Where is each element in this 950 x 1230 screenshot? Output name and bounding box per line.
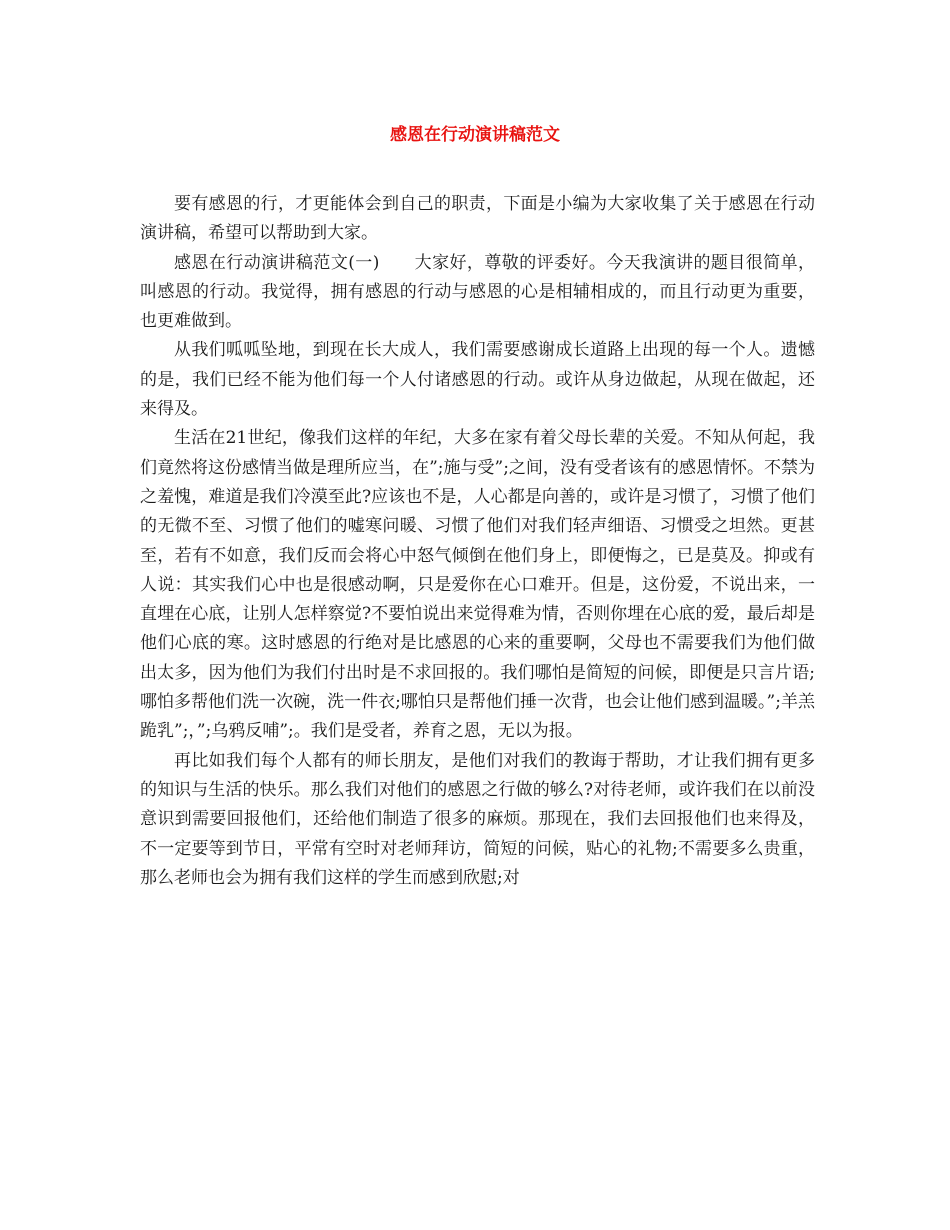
paragraph-teachers-friends: 再比如我们每个人都有的师长朋友，是他们对我们的教诲于帮助，才让我们拥有更多的知识与生活的快乐。那么我们对他们的感恩之行做的够么?对待老师，或许我们在以前没意识到需要回报他们，还给他们制造了很多的麻烦。那现在，我们去回报他们也来得及，不一定要等到节日，平常有空时对老师拜访，简短的问候，贴心的礼物;不需要多么贵重，那么老师也会为拥有我们这样的学生而感到欣慰;对 (140, 750, 815, 888)
paragraph-parents: 生活在21世纪，像我们这样的年纪，大多在家有着父母长辈的关爱。不知从何起，我们竟然将这份感情当做是理所应当，在”;施与受”;之间，没有受者该有的感恩情怀。不禁为之羞愧，难道是我们冷漠至此?应该也不是，人心都是向善的，或许是习惯了，习惯了他们的无微不至、习惯了他们的嘘寒问暖、习惯了他们对我们轻声细语、习惯受之坦然。更甚至，若有不如意，我们反而会将心中怒气倾倒在他们身上，即便悔之，已是莫及。抑或有人说：其实我们心中也是很感动啊，只是爱你在心口难开。但是，这份爱，不说出来，一直埋在心底，让别人怎样察觉?不要怕说出来觉得难为情，否则你埋在心底的爱，最后却是他们心底的寒。这时感恩的行绝对是比感恩的心来的重要啊，父母也不需要我们为他们做出太多，因为他们为我们付出时是不求回报的。我们哪怕是简短的问候，即便是只言片语;哪怕多帮他们洗一次碗，洗一件衣;哪怕只是帮他们捶一次背，也会让他们感到温暖。”;羊羔跪乳”;，”;乌鸦反哺”;。我们是受者，养育之恩，无以为报。 (140, 428, 815, 742)
document-title: 感恩在行动演讲稿范文 (390, 125, 560, 145)
paragraph-opening: 感恩在行动演讲稿范文(一) 大家好，尊敬的评委好。今天我演讲的题目很简单，叫感恩的行动。我觉得，拥有感恩的行动与感恩的心是相辅相成的，而且行动更为重要，也更难做到。 (140, 252, 815, 332)
document-body (140, 190, 815, 893)
paragraph-gratitude-everyone: 从我们呱呱坠地，到现在长大成人，我们需要感谢成长道路上出现的每一个人。遗憾的是，我们已经不能为他们每一个人付诸感恩的行动。或许从身边做起，从现在做起，还来得及。 (140, 340, 815, 420)
paragraph-intro: 要有感恩的行，才更能体会到自己的职责，下面是小编为大家收集了关于感恩在行动演讲稿，希望可以帮助到大家。 (140, 194, 815, 244)
